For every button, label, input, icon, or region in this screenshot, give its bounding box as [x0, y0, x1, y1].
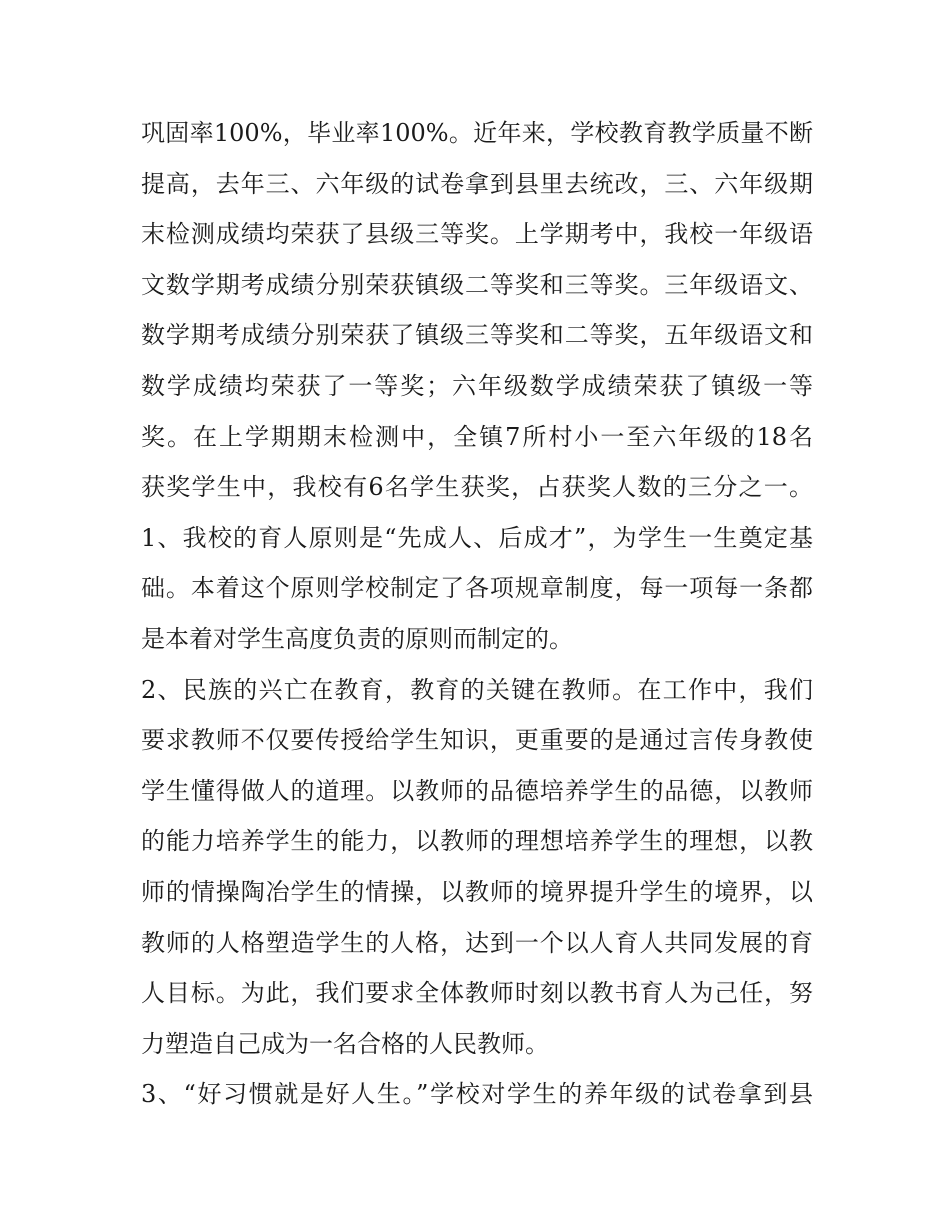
text-line: 数学期考成绩分别荣获了镇级三等奖和二等奖，五年级语文和: [141, 321, 813, 350]
text-line: 是本着对学生高度负责的原则而制定的。: [141, 624, 573, 653]
text-line: 学生懂得做人的道理。以教师的品德培养学生的品德，以教师: [141, 776, 813, 805]
text-line: 2、民族的兴亡在教育，教育的关键在教师。在工作中，我们: [141, 675, 813, 704]
text-line: 获奖学生中，我校有6名学生获奖，占获奖人数的三分之一。: [141, 473, 813, 502]
text-line: 3、“好习惯就是好人生。”学校对学生的养年级的试卷拿到县: [141, 1080, 813, 1109]
text-line: 的能力培养学生的能力，以教师的理想培养学生的理想，以教: [141, 827, 813, 856]
text-line: 1、我校的育人原则是“先成人、后成才”，为学生一生奠定基: [141, 523, 813, 552]
text-line: 要求教师不仅要传授给学生知识，更重要的是通过言传身教使: [141, 726, 813, 755]
text-line: 巩固率100%，毕业率100%。近年来，学校教育教学质量不断: [141, 119, 813, 147]
text-line: 础。本着这个原则学校制定了各项规章制度，每一项每一条都: [141, 574, 813, 603]
text-line: 末检测成绩均荣获了县级三等奖。上学期考中，我校一年级语: [141, 220, 813, 249]
text-line: 力塑造自己成为一名合格的人民教师。: [141, 1029, 549, 1058]
text-line: 奖。在上学期期末检测中，全镇7所村小一至六年级的18名: [141, 422, 813, 451]
text-line: 教师的人格塑造学生的人格，达到一个以人育人共同发展的育: [141, 928, 813, 957]
text-line: 提高，去年三、六年级的试卷拿到县里去统改，三、六年级期: [141, 169, 813, 198]
text-line: 文数学期考成绩分别荣获镇级二等奖和三等奖。三年级语文、: [141, 270, 813, 299]
text-line: 数学成绩均荣获了一等奖；六年级数学成绩荣获了镇级一等: [141, 371, 813, 400]
text-line: 师的情操陶冶学生的情操，以教师的境界提升学生的境界，以: [141, 877, 813, 906]
text-line: 人目标。为此，我们要求全体教师时刻以教书育人为己任，努: [141, 979, 813, 1008]
body-text: [141, 108, 813, 1120]
